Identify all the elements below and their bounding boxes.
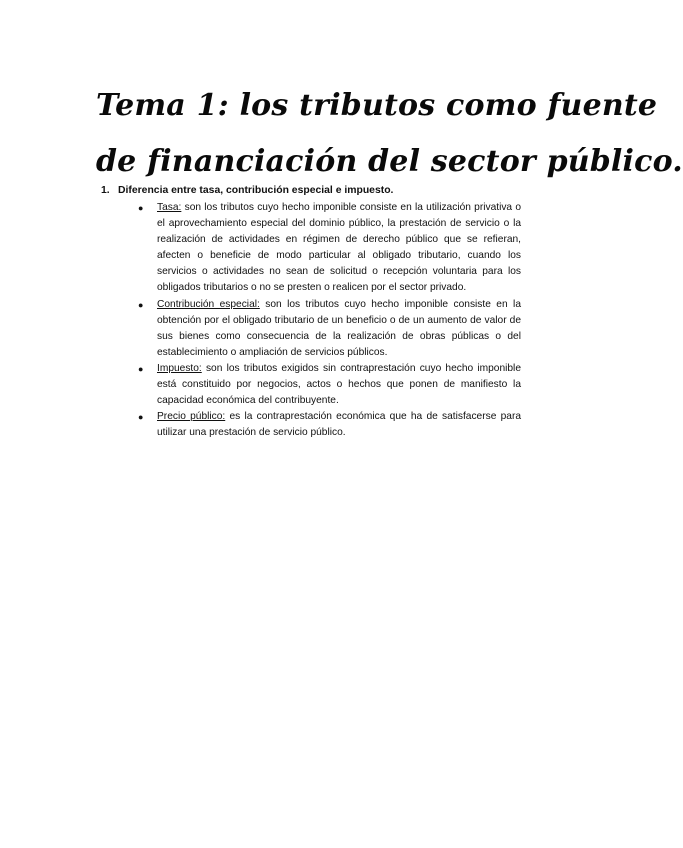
item-text: son los tributos cuyo hecho imponible consiste en la utilización privativa o el aprovechamiento especial del dominio público, la prestación de servicio o la realización de actividades en régimen de derecho público que se refieran, afecten o beneficie de modo particular al obligado tributario, cuando los servicios o actividades no sean de solicitud o recepción voluntaria para los obligados tributarios o no se presten o realicen por el sector privado. bbox=[157, 202, 521, 294]
section-heading-text: Diferencia entre tasa, contribución especial e impuesto. bbox=[118, 185, 394, 196]
item-term: Precio público: bbox=[157, 411, 226, 423]
title-line-1: Tema 1: los tributos como fuente bbox=[96, 88, 658, 123]
bullet-icon: ● bbox=[138, 363, 144, 374]
list-item-contribucion-especial bbox=[138, 297, 521, 361]
item-text: son los tributos exigidos sin contraprestación cuyo hecho imponible está constituido por negocios, actos o hechos que ponen de manifiesto la capacidad económica del contribuyente. bbox=[157, 362, 521, 407]
bullet-icon: ● bbox=[138, 299, 144, 310]
title-line-2: de financiación del sector público. bbox=[96, 144, 683, 179]
item-term: Contribución especial: bbox=[157, 298, 260, 310]
page-title bbox=[96, 78, 683, 190]
list-item-impuesto bbox=[138, 361, 521, 409]
definition-list bbox=[101, 200, 521, 441]
section-heading bbox=[101, 184, 521, 198]
item-text: es la contraprestación económica que ha de satisfacerse para utilizar una prestación de servicio público. bbox=[157, 411, 521, 439]
list-item-tasa bbox=[138, 200, 521, 297]
bullet-icon: ● bbox=[138, 203, 144, 213]
item-term: Impuesto: bbox=[157, 362, 202, 374]
item-text: son los tributos cuyo hecho imponible consiste en la obtención por el obligado tributario de un beneficio o de un aumento de valor de sus bienes como consecuencia de la realización de obras públicas o del establecimiento o ampliación de servicios públicos. bbox=[157, 298, 521, 358]
section-number: 1. bbox=[101, 185, 110, 196]
section-1 bbox=[101, 184, 521, 441]
list-item-precio-publico bbox=[138, 409, 521, 441]
item-term: Tasa: bbox=[157, 202, 182, 213]
bullet-icon: ● bbox=[138, 412, 144, 423]
